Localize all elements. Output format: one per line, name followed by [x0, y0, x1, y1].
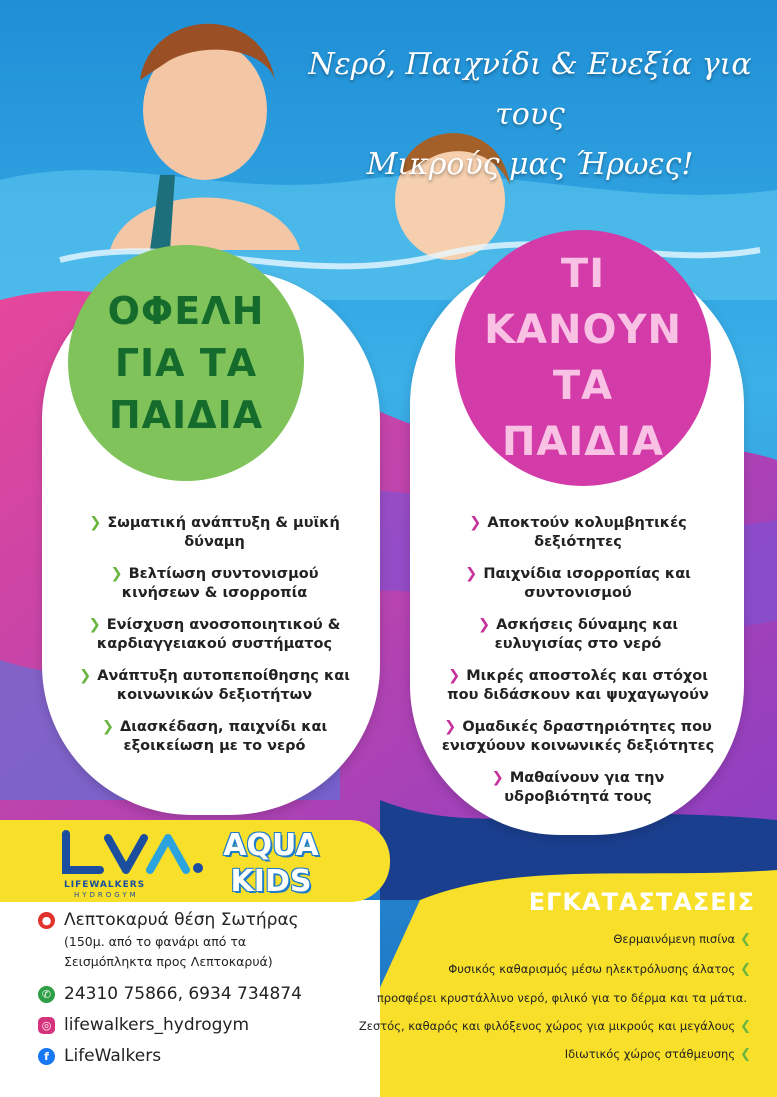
- headline-line-1: Νερό, Παιχνίδι & Ευεξία για τους: [308, 47, 752, 132]
- facebook-handle[interactable]: LifeWalkers: [64, 1046, 162, 1066]
- facility-item: προσφέρει κρυστάλλινο νερό, φιλικό για το δέρμα και τα μάτια.: [376, 991, 747, 1005]
- list-item: ❯ Σωματική ανάπτυξη & μυϊκή δύναμη: [89, 515, 340, 550]
- program-name-line: KIDS: [230, 864, 312, 899]
- benefits-title-line: ΠΑΙΔΙΑ: [108, 393, 264, 437]
- phone-row: [38, 984, 358, 1004]
- facility-item: Ζεστός, καθαρός και φιλόξενος χώρος για μικρούς και μεγάλους ❮: [358, 1019, 751, 1034]
- activities-title-line: ΤΙ: [560, 251, 606, 297]
- lifewalkers-logo-icon: [60, 828, 210, 880]
- chevron-left-icon: ❮: [740, 1019, 751, 1034]
- chevron-right-icon: ❯: [88, 617, 101, 633]
- phone-text[interactable]: 24310 75866, 6934 734874: [64, 984, 302, 1004]
- list-item: ❯ Αποκτούν κολυμβητικές δεξιότητες: [469, 515, 687, 550]
- program-name-line: AQUA: [223, 828, 319, 863]
- list-item: ❯ Μικρές αποστολές και στόχοι που διδάσκουν και ψυχαγωγούν: [447, 668, 709, 703]
- address-row: [38, 910, 358, 930]
- list-item: ❯ Βελτίωση συντονισμού κινήσεων & ισορροπία: [110, 566, 319, 601]
- activities-title-line: ΚΑΝΟΥΝ: [484, 307, 682, 353]
- benefits-title-line: ΓΙΑ ΤΑ: [114, 341, 258, 385]
- benefits-list: [62, 514, 367, 769]
- activities-title-line: ΠΑΙΔΙΑ: [501, 419, 665, 465]
- chevron-right-icon: ❯: [79, 668, 92, 684]
- facility-item: Θερμαινόμενη πισίνα ❮: [613, 932, 751, 947]
- brand-subname: HYDROGYM: [74, 891, 139, 899]
- instagram-row: [38, 1015, 358, 1035]
- list-item: ❯ Ομαδικές δραστηριότητες που ενισχύουν κοινωνικές δεξιότητες: [441, 719, 715, 754]
- facebook-row: [38, 1046, 358, 1066]
- activities-list: [428, 514, 728, 820]
- activities-title-circle: [455, 230, 711, 486]
- facebook-icon: f: [38, 1048, 55, 1065]
- list-item: ❯ Ασκήσεις δύναμης και ευλυγισίας στο νερό: [477, 617, 679, 652]
- benefits-title-circle: [68, 245, 304, 481]
- brand-name: LIFEWALKERS: [64, 880, 146, 890]
- list-item: ❯ Διασκέδαση, παιχνίδι και εξοικείωση με το νερό: [101, 719, 328, 754]
- phone-icon: ✆: [38, 986, 55, 1003]
- chevron-right-icon: ❯: [465, 566, 478, 582]
- chevron-right-icon: ❯: [101, 719, 114, 735]
- location-pin-icon: ●: [38, 912, 55, 929]
- facility-item: Φυσικός καθαρισμός μέσω ηλεκτρόλυσης άλατος ❮: [448, 962, 751, 977]
- chevron-right-icon: ❯: [444, 719, 457, 735]
- list-item: ❯ Παιχνίδια ισορροπίας και συντονισμού: [465, 566, 691, 601]
- list-item: ❯ Μαθαίνουν για την υδροβιότητά τους: [491, 770, 665, 805]
- chevron-right-icon: ❯: [477, 617, 491, 633]
- contact-block: [38, 910, 358, 1066]
- address-text: Λεπτοκαρυά θέση Σωτήρας: [64, 910, 299, 930]
- chevron-left-icon: ❮: [740, 1047, 751, 1062]
- list-item: ❯ Ανάπτυξη αυτοπεποίθησης και κοινωνικών δεξιοτήτων: [79, 668, 350, 703]
- chevron-left-icon: ❮: [740, 962, 751, 977]
- instagram-icon: ◎: [38, 1017, 55, 1034]
- chevron-right-icon: ❯: [448, 668, 461, 684]
- headline-line-2: Μικρούς μας Ήρωες!: [366, 147, 694, 182]
- facility-item: Ιδιωτικός χώρος στάθμευσης ❮: [564, 1047, 751, 1062]
- benefits-title-line: ΟΦΕΛΗ: [107, 289, 265, 333]
- chevron-right-icon: ❯: [110, 566, 123, 582]
- chevron-right-icon: ❯: [89, 515, 102, 531]
- facilities-title: ΕΓΚΑΤΑΣΤΑΣΕΙΣ: [528, 888, 755, 916]
- chevron-right-icon: ❯: [469, 515, 482, 531]
- activities-title-line: ΤΑ: [552, 363, 614, 409]
- instagram-handle[interactable]: lifewalkers_hydrogym: [64, 1015, 250, 1035]
- headline: [300, 40, 760, 190]
- address-note: (150μ. από το φανάρι από τα Σεισμόπληκτα προς Λεπτοκαρυά): [64, 934, 273, 969]
- chevron-right-icon: ❯: [491, 770, 504, 786]
- program-name: [216, 828, 326, 900]
- chevron-left-icon: ❮: [740, 932, 751, 947]
- list-item: ❯ Ενίσχυση ανοσοποιητικού & καρδιαγγειακού συστήματος: [88, 617, 341, 652]
